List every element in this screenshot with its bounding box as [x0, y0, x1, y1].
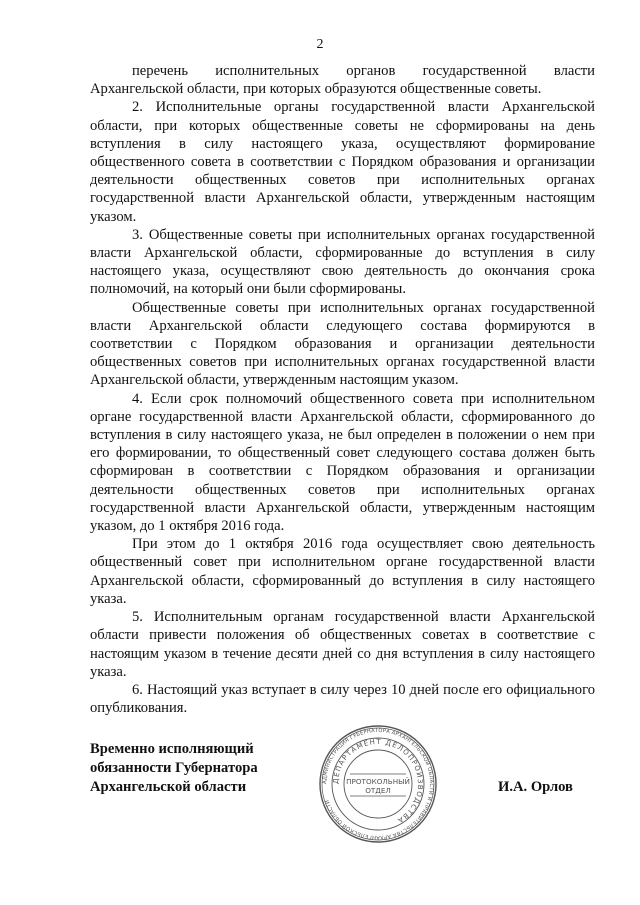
paragraph-2: 2. Исполнительные органы государственной власти Архангельской области, при которых общественные советы не сформированы на день вступления в силу настоящего указа, осуществляют формирование общественного совета в соответствии с Порядком образования и организации деятельности общественных советов при исполнительных органах государственной власти Архангельской области, утвержденным настоящим указом. — [90, 99, 595, 225]
stamp-center-line-2: ОТДЕЛ — [365, 786, 391, 795]
signatory-name: И.А. Орлов — [498, 779, 573, 795]
stamp-outer-text: АДМИНИСТРАЦИЯ ГУБЕРНАТОРА АРХАНГЕЛЬСКОЙ ОБЛАСТИ И ПРАВИТЕЛЬСТВА АРХАНГЕЛЬСКОЙ ОБЛАСТИ — [321, 727, 435, 841]
paragraph-5: 4. Если срок полномочий общественного совета при исполнительном органе государственной власти Архангельской области, сформированного до вступления в силу настоящего указа, не был определен в положении о нем при его формировании, то общественный совет следующего состава должен быть сформирован в соответствии с Порядком образования и организации деятельности общественных советов при исполнительных органах государственной власти Архангельской области, утвержденным настоящим указом, до 1 октября 2016 года. — [90, 390, 595, 535]
paragraph-4: Общественные советы при исполнительных органах государственной власти Архангельской области следующего состава формируются в соответствии с Порядком образования и организации деятельности общественных советов при исполнительных органах государственной власти Архангельской области, утвержденным настоящим указом. — [90, 299, 595, 389]
signatory-title-line-3: Архангельской области — [90, 779, 247, 795]
paragraph-3: 3. Общественные советы при исполнительных органах государственной власти Архангельской области, сформированные до вступления в силу настоящего указа, осуществляют свою деятельность до окончания срока полномочий, на который они были сформированы. — [90, 226, 595, 298]
paragraph-8: 6. Настоящий указ вступает в силу через 10 дней после его официального опубликования. — [90, 681, 595, 717]
stamp-center-line-1: ПРОТОКОЛЬНЫЙ — [346, 777, 410, 786]
stamp-inner-text: ДЕПАРТАМЕНТ ДЕЛОПРОИЗВОДСТВА — [331, 737, 425, 825]
page-number: 2 — [316, 37, 324, 52]
signatory-title-line-1: Временно исполняющий — [90, 741, 254, 757]
paragraph-7: 5. Исполнительным органам государственной власти Архангельской области привести положения об общественных советах в соответствие с настоящим указом в течение десяти дней со дня вступления в силу настоящего указа. — [90, 609, 595, 680]
stamp-seal-icon — [318, 724, 438, 844]
official-stamp — [318, 724, 438, 844]
signatory-title — [90, 740, 258, 797]
document-body — [90, 62, 595, 717]
paragraph-6: При этом до 1 октября 2016 года осуществляет свою деятельность общественный совет при исполнительном органе государственной власти Архангельской области, сформированный до вступления в силу настоящего указа. — [90, 536, 595, 607]
paragraph-1: перечень исполнительных органов государственной власти Архангельской области, при которых образуются общественные советы. — [90, 63, 595, 98]
signatory-title-line-2: обязанности Губернатора — [90, 760, 258, 776]
